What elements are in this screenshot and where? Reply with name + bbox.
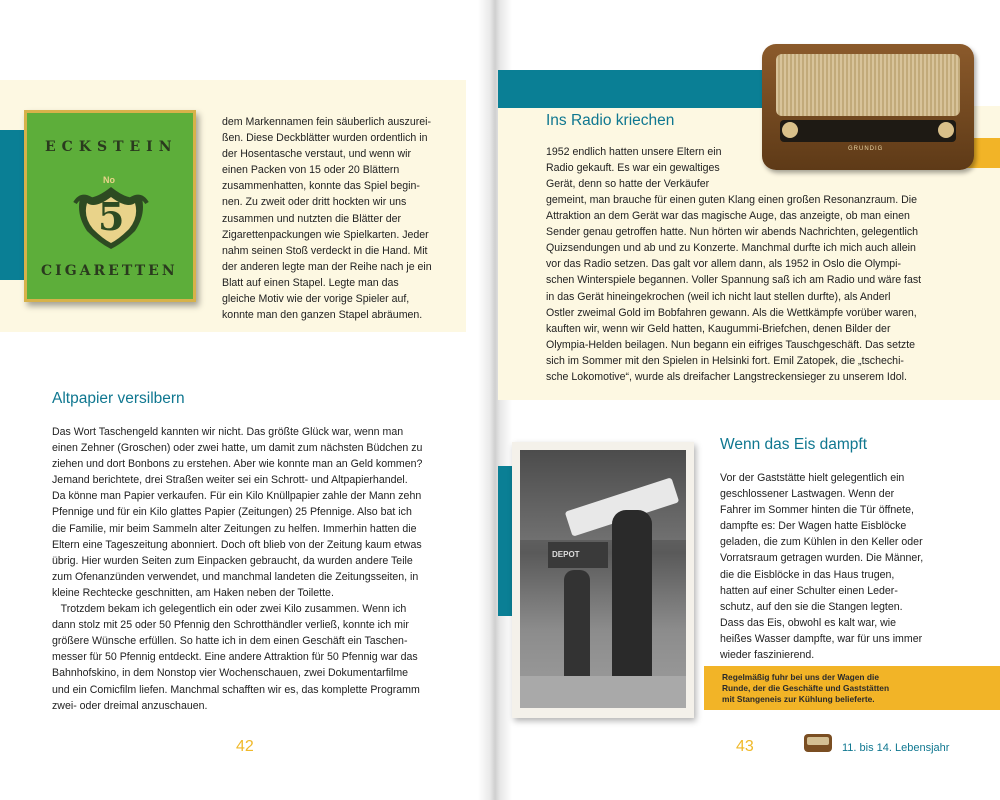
text-line: gleiche Motiv wie der vorige Spieler auf, [222,293,410,306]
text-line: sich im Sommer mit den Spielen in Helsinki fort. Emil Zatopek, die „tschechi- [546,354,904,367]
small-radio-icon [804,734,832,752]
text-line: übrig. Hier wurden Seiten zum Einpacken gebraucht, da wurden andere Teile [52,554,413,567]
text-line: hatten auf einer Schulter einen Leder- [720,584,898,597]
text-line: Fahrer im Sommer hinten die Tür öffnete, [720,504,914,517]
text-line: dampfte es: Der Wagen hatte Eisblöcke [720,520,907,533]
section-heading-eis: Wenn das Eis dampft [720,436,868,453]
text-line: der anderen legte man der Reihe nach je ein [222,260,432,273]
photo-ground [520,676,686,708]
text-line: in das Gerät hineingekrochen (weil ich nicht laut stellen durfte), als Anderl [546,290,891,303]
radio-grille [776,54,960,116]
radio-knob-right [938,122,954,138]
text-line: nen. Zu zweit oder dritt hockten wir uns [222,196,407,209]
text-line: Blatt auf einen Stapel. Legte man das [222,276,399,289]
photo-child [564,570,590,680]
text-line: nahm seinen Stoß verdeckt in die Hand. Mit [222,244,428,257]
text-line: ßen. Diese Deckblätter wurden ordentlich in [222,132,428,145]
ice-text-block [720,470,980,663]
text-line: einen Zehner (Groschen) oder zwei hatte, um damit zum nächsten Büdchen zu [52,442,423,455]
section-heading-radio: Ins Radio kriechen [546,112,675,129]
teal-header-band [498,70,788,108]
text-line: Bahnhofskino, in dem Nonstop vier Wochenschauen, zwei Dokumentarfilme [52,667,409,680]
right-page [490,0,1000,800]
text-line: Sender genau getroffen hatte. Nun hörten wir abends Nachrichten, gelegentlich [546,226,919,239]
text-line: Vorratsraum getragen wurden. Die Männer, [720,552,924,565]
text-line: kleine Rechtecke geschnitten, am Haken neben der Toilette. [52,586,334,599]
text-line: Da könne man Papier verkaufen. Für ein Kilo Knüllpapier zahle der Mann zehn [52,490,422,503]
text-line: zum Ofenanzünden verwendet, und manchmal landeten die Zeitungsseiten, in [52,570,419,583]
text-line: Vor der Gaststätte hielt gelegentlich ein [720,472,905,484]
text-line: dann stolz mit 25 oder 50 Pfennig den Schrotthändler verließ, konnte ich mir [52,619,409,632]
text-line: der Hosentasche verstaut, und wenn wir [222,148,412,161]
cigarette-brand-top: ECKSTEIN [45,139,178,155]
text-line: Pfennige und für ein Kilo glattes Papier (Zeitungen) 25 Pfennige. Also bat ich [52,506,412,519]
caption-line: Runde, der die Geschäfte und Gaststätten [722,683,890,693]
text-line: schen Winterspiele begannen. Voller Spannung saß ich am Radio und wäre fast [546,274,922,287]
caption-line: Regelmäßig fuhr bei uns der Wagen die [722,672,879,682]
page-number-left: 42 [236,738,254,755]
photo-sign [548,542,608,568]
text-line: Attraktion an dem Gerät war das magische Auge, das anzeigte, ob man einen [546,210,910,223]
text-line: wieder faszinierend. [720,649,815,662]
text-line: Quizsendungen und ab und zu Konzerte. Manchmal durfte ich mich auch allein [546,242,916,255]
text-line: kauften wir, wenn wir Geld hatten, Kaugummi-Briefchen, denen Bilder der [546,322,891,335]
text-line: Radio gekauft. Es war ein gewaltiges [546,162,720,175]
text-line: Das Wort Taschengeld kannten wir nicht. Das größte Glück war, wenn man [52,426,404,438]
caption-line: mit Stangeneis zur Kühlung belieferte. [722,694,875,704]
section-heading-altpapier: Altpapier versilbern [52,390,185,407]
photo-caption-box [704,666,1000,710]
photo-caption [722,672,889,705]
photo-man [612,510,652,686]
text-line: ziehen und dort Bonbons zu erstehen. Aber wie konnte man an Geld kommen? [52,458,423,471]
text-line: Zigarettenpackungen wie Spielkarten. Jeder [222,228,429,241]
photo-sign-text: DEPOT [552,550,580,559]
text-line: Jemand berichtete, drei Straßen weiter sei ein Schrott- und Altpapierhandel. [52,474,408,487]
radio-dial [780,120,956,142]
historic-photo-frame [512,442,694,718]
left-page [0,0,490,800]
text-line: Gerät, denn so hatte der Verkäufer [546,178,710,191]
radio-text-block [546,192,986,385]
intro-text-block [222,114,462,323]
text-line: geladen, die zum Kühlen in den Keller oder [720,536,923,549]
cigarette-brand-bottom: CIGARETTEN [41,263,178,279]
text-line: Olympia-Helden beilagen. Nun begann ein eifriges Tauschgeschäft. Das setzte [546,338,916,351]
text-line: größere Wünsche erfüllen. So hatte ich in dem einen Geschäft ein Taschen- [52,635,408,648]
text-line: Ostler zweimal Gold im Bobfahren gewann. Als die Wettkämpfe vorüber waren, [546,306,917,319]
radio-brand: GRUNDIG [848,146,884,152]
cigarette-number: 5 [98,194,125,239]
text-line: die Familie, mir beim Sammeln alter Zeitungen zu helfen. Immerhin hatten die [52,522,417,535]
number-five-emblem [73,173,149,251]
text-line: sche Lokomotive“, wurde als dreifacher Langstreckensieger zu unserem Idol. [546,371,907,384]
text-line: Trotzdem bekam ich gelegentlich ein oder zwei Kilo zusammen. Wenn ich [52,603,407,616]
vintage-radio [762,44,974,170]
text-line: dem Markennamen fein säuberlich auszurei- [222,116,432,128]
text-line: heißes Wasser dampfte, war für uns immer [720,632,923,645]
text-line: 1952 endlich hatten unsere Eltern ein [546,146,722,158]
text-line: konnte man den ganzen Stapel abräumen. [222,309,423,322]
text-line: Eltern eine Tageszeitung abonniert. Doch oft blieb von der Zeitung kaum etwas [52,538,422,551]
text-line: und ein Comicfilm liefen. Manchmal schafften wir es, das komplette Programm [52,683,420,696]
text-line: messer für 50 Pfennig entdeckt. Eine andere Attraktion für 50 Pfennig war das [52,651,418,664]
text-line: Dass das Eis, obwohl es kalt war, wie [720,616,897,629]
text-line: die die Eisblöcke in das Haus trugen, [720,568,895,581]
radio-knob-left [782,122,798,138]
page-number-right: 43 [736,738,754,755]
altpapier-text-block [52,424,472,714]
chapter-label: 11. bis 14. Lebensjahr [842,742,950,754]
ice-delivery-photo [520,450,686,708]
text-line: gemeint, man brauche für einen guten Klang einen großen Resonanzraum. Die [546,194,918,206]
eckstein-cigarette-box [24,110,196,302]
text-line: geschlossener Lastwagen. Wenn der [720,488,895,501]
radio-text-narrow [546,144,766,192]
text-line: schutz, auf den sie die Stangen legten. [720,600,903,613]
text-line: zusammen und nutzten die Blätter der [222,212,402,225]
text-line: zwei- oder dreimal anzuschauen. [52,699,208,712]
text-line: zusammenhatten, konnte das Spiel begin- [222,180,420,193]
text-line: einen Packen von 15 oder 20 Blättern [222,164,400,177]
cigarette-no-label: No [103,175,115,185]
text-line: vor das Radio setzen. Das galt vor allem dann, als 1952 in Oslo die Olympi- [546,258,902,271]
